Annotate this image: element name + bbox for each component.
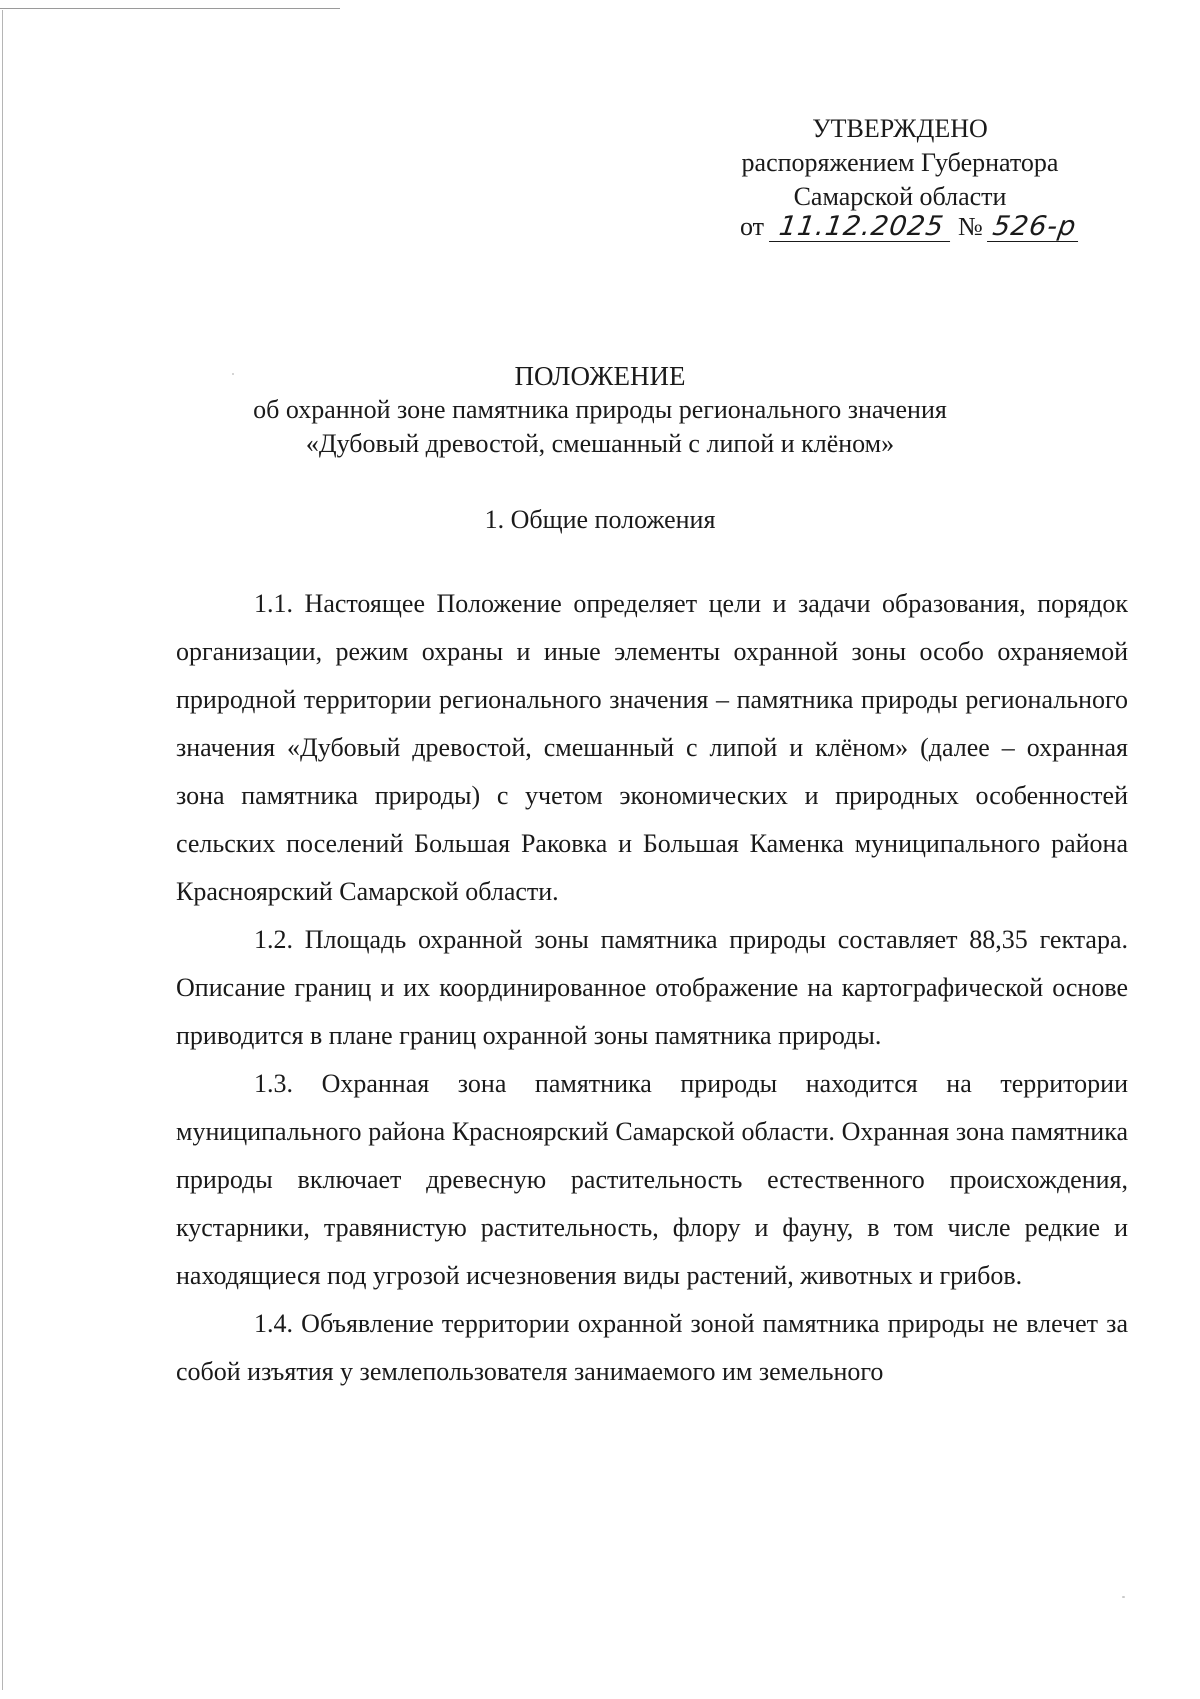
paragraph-1-3: 1.3. Охранная зона памятника природы находится на территории муниципального района Красноярский Самарской области. Охранная зона памятника природы включает древесную растительность естественного происхождения, кустарники, травянистую растительность, флору и фауну, в том числе редкие и находящиеся под угрозой исчезновения виды растений, животных и грибов. <box>176 1069 1128 1290</box>
approval-region: Самарской области <box>793 182 1007 211</box>
paragraph-1-2: 1.2. Площадь охранной зоны памятника природы составляет 88,35 гектара. Описание границ и их координированное отображение на картографической основе приводится в плане границ охранной зоны памятника природы. <box>176 925 1128 1050</box>
document-subtitle-line-2: «Дубовый древостой, смешанный с липой и клёном» <box>305 429 895 458</box>
scan-speck <box>1122 1596 1125 1598</box>
document-title-block <box>0 359 1200 461</box>
section-heading: 1. Общие положения <box>484 505 716 534</box>
approval-by-order: распоряжением Губернатора <box>741 148 1059 177</box>
paragraph-1-1: 1.1. Настоящее Положение определяет цели и задачи образования, порядок организации, режим охраны и иные элементы охранной зоны особо охраняемой природной территории регионального значения – памятника природы регионального значения «Дубовый древостой, смешанный с липой и клёном» (далее – охранная зона памятника природы) с учетом экономических и природных особенностей сельских поселений Большая Раковка и Большая Каменка муниципального района Красноярский Самарской области. <box>176 589 1128 906</box>
document-body <box>176 580 1128 1396</box>
handwritten-number: 526-р <box>987 213 1082 242</box>
document-title: ПОЛОЖЕНИЕ <box>514 361 686 391</box>
scan-edge-top <box>0 8 340 9</box>
scan-edge-left <box>2 10 3 1690</box>
approval-date-prefix: от <box>740 212 765 241</box>
approval-approved: УТВЕРЖДЕНО <box>812 114 988 143</box>
approval-date-line <box>740 210 1120 244</box>
approval-stamp-block <box>700 112 1100 214</box>
scan-speck <box>232 373 234 375</box>
handwritten-date: 11.12.2025 <box>768 213 953 242</box>
approval-number-prefix: № <box>958 212 983 241</box>
paragraph-1-4: 1.4. Объявление территории охранной зоной памятника природы не влечет за собой изъятия у землепользователя занимаемого им земельного <box>176 1309 1128 1386</box>
document-subtitle-line-1: об охранной зоне памятника природы регионального значения <box>253 395 947 424</box>
